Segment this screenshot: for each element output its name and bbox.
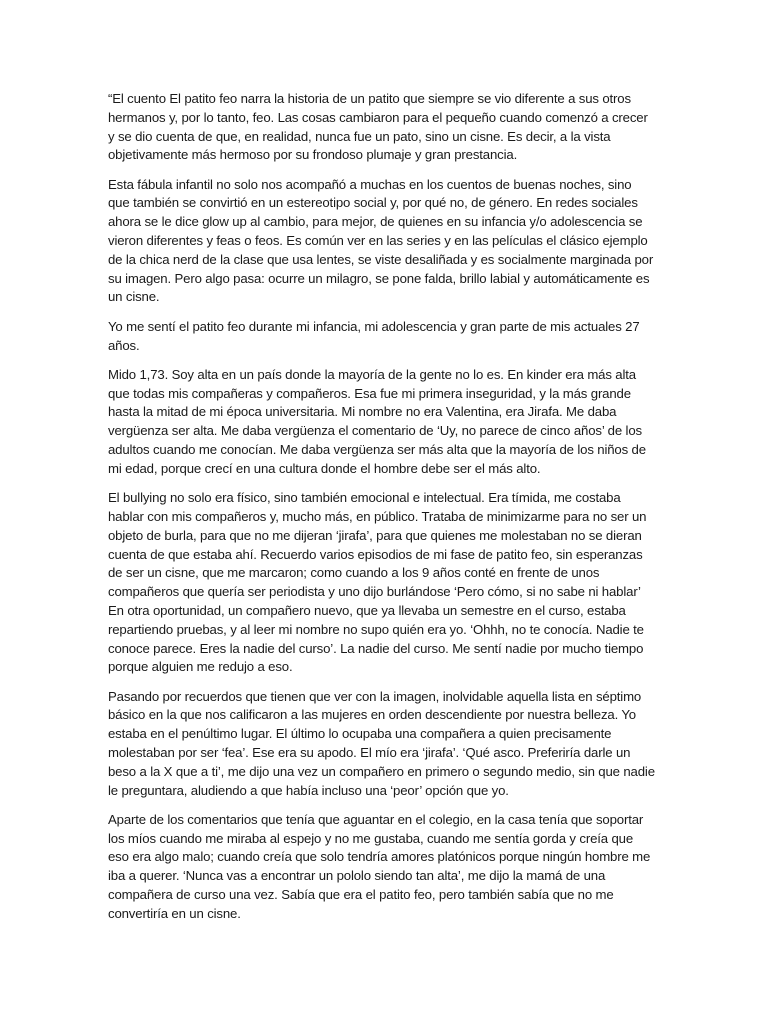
paragraph-intro: “El cuento El patito feo narra la historia de un patito que siempre se vio diferente a sus otros hermanos y, por lo tanto, feo. Las cosas cambiaron para el pequeño cuando comenzó a crecer y se dio cuenta de que, en realidad, nunca fue un pato, sino un cisne. Es decir, a la vista objetivamente más hermoso por su frondoso plumaje y gran prestancia. <box>108 91 648 163</box>
document-page <box>108 90 656 934</box>
paragraph-height: Mido 1,73. Soy alta en un país donde la mayoría de la gente no lo es. En kinder era más alta que todas mis compañeras y compañeros. Esa fue mi primera inseguridad, y la más grande hasta la mitad de mi época universitaria. Mi nombre no era Valentina, era Jirafa. Me daba vergüenza ser alta. Me daba vergüenza el comentario de ‘Uy, no parece de cinco años’ de los adultos cuando me conocían. Me daba vergüenza ser más alta que la mayoría de los niños de mi edad, porque crecí en una cultura donde el hombre debe ser el más alto. <box>108 366 646 476</box>
paragraph-personal: Yo me sentí el patito feo durante mi infancia, mi adolescencia y gran parte de mis actuales 27 años. <box>108 318 640 353</box>
paragraph-fable: Esta fábula infantil no solo nos acompañó a muchas en los cuentos de buenas noches, sino que también se convirtió en un estereotipo social y, por qué no, de género. En redes sociales ahora se le dice glow up al cambio, para mejor, de quienes en su infancia y/o adolescencia se vieron diferentes y feas o feos. Es común ver en las series y en las películas el clásico ejemplo de la chica nerd de la clase que usa lentes, se viste desaliñada y es socialmente marginada por su imagen. Pero algo pasa: ocurre un milagro, se pone falda, brillo labial y automáticamente es un cisne. <box>108 176 654 305</box>
paragraph-bullying: El bullying no solo era físico, sino también emocional e intelectual. Era tímida, me costaba hablar con mis compañeros y, mucho más, en público. Trataba de minimizarme para no ser un objeto de burla, para que no me dijeran ‘jirafa’, para que quienes me molestaban no se dieran cuenta de que estaba ahí. Recuerdo varios episodios de mi fase de patito feo, sin esperanzas de ser un cisne, que me marcaron; como cuando a los 9 años conté en frente de unos compañeros que quería ser periodista y uno dijo burlándose ‘Pero cómo, si no sabe ni hablar’ En otra oportunidad, un compañero nuevo, que ya llevaba un semestre en el curso, estaba repartiendo pruebas, y al leer mi nombre no supo quién era yo. ‘Ohhh, no te conocía. Nadie te conoce parece. Eres la nadie del curso’. La nadie del curso. Me sentí nadie por mucho tiempo porque alguien me redujo a eso. <box>108 490 647 675</box>
paragraph-ranking: Pasando por recuerdos que tienen que ver con la imagen, inolvidable aquella lista en séptimo básico en la que nos calificaron a las mujeres en orden descendiente por nuestra belleza. Yo estaba en el penúltimo lugar. El último lo ocupaba una compañera a quien precisamente molestaban por ser ‘fea’. Ese era su apodo. El mío era ‘jirafa’. ‘Qué asco. Preferiría darle un beso a la X que a ti’, me dijo una vez un compañero en primero o segundo medio, sin que nadie le preguntara, aludiendo a que había incluso una ‘peor’ opción que yo. <box>108 688 655 798</box>
paragraph-home: Aparte de los comentarios que tenía que aguantar en el colegio, en la casa tenía que soportar los míos cuando me miraba al espejo y no me gustaba, cuando me sentía gorda y creía que eso era algo malo; cuando creía que solo tendría amores platónicos porque ningún hombre me iba a querer. ‘Nunca vas a encontrar un pololo siendo tan alta’, me dijo la mamá de una compañera de curso una vez. Sabía que era el patito feo, pero también sabía que no me convertiría en un cisne. <box>108 811 651 921</box>
